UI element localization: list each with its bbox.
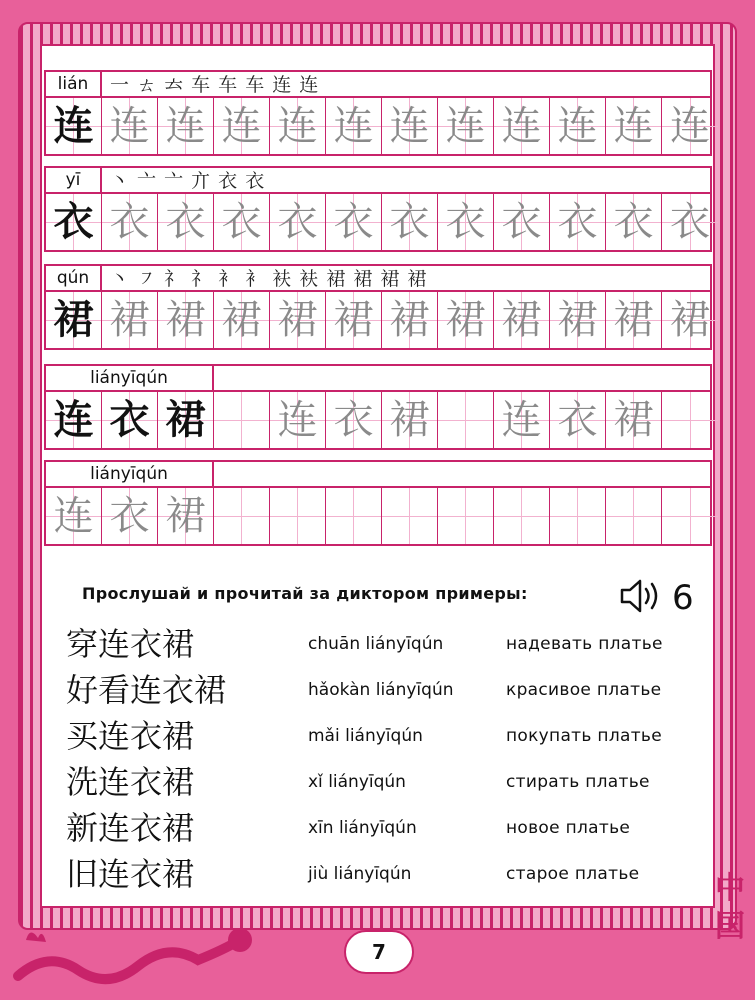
pinyin-row [44,460,712,488]
empty-cell[interactable] [550,488,606,544]
pinyin-row [44,364,712,392]
trace-character[interactable]: 衣 [326,194,382,250]
trace-character[interactable]: 连 [494,98,550,154]
empty-cell[interactable] [606,488,662,544]
dragon-illustration [8,920,258,996]
word-character[interactable]: 衣 [326,392,382,448]
trace-character[interactable]: 连 [326,98,382,154]
trace-character[interactable]: 裙 [326,292,382,348]
trace-character[interactable]: 裙 [158,292,214,348]
trace-character[interactable]: 连 [214,98,270,154]
example-pinyin: jiù liányīqún [308,864,412,884]
trace-character[interactable]: 连 [662,98,718,154]
empty-cell[interactable] [438,488,494,544]
trace-character[interactable]: 裙 [494,292,550,348]
example-translation: надевать платье [506,634,663,654]
example-hanzi: 新连衣裙 [66,809,195,847]
model-character: 连 [46,98,102,154]
model-character: 裙 [46,292,102,348]
example-translation: старое платье [506,864,640,884]
empty-cell[interactable] [438,392,494,448]
example-hanzi: 买连衣裙 [66,717,195,755]
trace-character[interactable]: 衣 [438,194,494,250]
trace-character[interactable]: 衣 [382,194,438,250]
trace-character[interactable]: 衣 [102,194,158,250]
word-writing-grid [44,392,712,450]
word-character[interactable]: 连 [494,392,550,448]
trace-character[interactable]: 裙 [438,292,494,348]
word-character[interactable]: 连 [46,392,102,448]
word-character[interactable]: 裙 [158,392,214,448]
empty-cell[interactable] [382,488,438,544]
writing-grid [44,194,712,252]
empty-cell[interactable] [662,392,718,448]
trace-character[interactable]: 裙 [382,292,438,348]
pinyin-label: qún [46,266,102,290]
china-seal-text: 中国 [715,871,745,944]
example-translation: покупать платье [506,726,662,746]
word-pinyin-label: liányīqún [46,462,214,486]
trace-character[interactable]: 衣 [550,194,606,250]
trace-character[interactable]: 衣 [158,194,214,250]
pinyin-row [44,70,712,98]
example-hanzi: 好看连衣裙 [66,671,227,709]
word-character[interactable]: 裙 [606,392,662,448]
trace-character[interactable]: 衣 [662,194,718,250]
word-character[interactable]: 裙 [158,488,214,544]
empty-cell[interactable] [662,488,718,544]
trace-character[interactable]: 连 [550,98,606,154]
example-pinyin: mǎi liányīqún [308,726,423,746]
pinyin-label: yī [46,168,102,192]
stroke-order: 丶 亠 亠 亣 衣 衣 [110,170,266,192]
pinyin-label: lián [46,72,102,96]
trace-character[interactable]: 连 [102,98,158,154]
example-hanzi: 旧连衣裙 [66,855,195,893]
trace-character[interactable]: 连 [606,98,662,154]
example-pinyin: xǐ liányīqún [308,772,406,792]
trace-character[interactable]: 衣 [606,194,662,250]
trace-character[interactable]: 裙 [102,292,158,348]
trace-character[interactable]: 衣 [270,194,326,250]
empty-cell[interactable] [270,488,326,544]
speaker-icon[interactable] [618,576,664,620]
trace-character[interactable]: 连 [270,98,326,154]
pinyin-row [44,264,712,292]
example-pinyin: hǎokàn liányīqún [308,680,454,700]
stroke-order: 一 ㄊ 𠫓 车 车 车 连 连 [110,74,320,96]
example-translation: красивое платье [506,680,662,700]
trace-character[interactable]: 衣 [494,194,550,250]
listen-instruction: Прослушай и прочитай за диктором примеры: [82,584,528,603]
empty-cell[interactable] [214,488,270,544]
empty-cell[interactable] [214,392,270,448]
page-number: 7 [344,930,414,974]
word-writing-grid [44,488,712,546]
word-character[interactable]: 衣 [102,488,158,544]
stroke-order: 丶 ㇇ 礻 礻 衤 衤 衭 衭 裙 裙 裙 裙 [110,268,428,290]
trace-character[interactable]: 裙 [662,292,718,348]
example-hanzi: 穿连衣裙 [66,625,195,663]
trace-character[interactable]: 裙 [606,292,662,348]
model-character: 衣 [46,194,102,250]
empty-cell[interactable] [326,488,382,544]
word-character[interactable]: 连 [270,392,326,448]
writing-grid [44,292,712,350]
audio-track-number: 6 [672,578,694,618]
example-translation: стирать платье [506,772,650,792]
example-pinyin: chuān liányīqún [308,634,444,654]
empty-cell[interactable] [494,488,550,544]
trace-character[interactable]: 衣 [214,194,270,250]
trace-character[interactable]: 连 [438,98,494,154]
example-pinyin: xīn liányīqún [308,818,417,838]
audio-track[interactable] [618,576,694,620]
word-character[interactable]: 裙 [382,392,438,448]
example-hanzi: 洗连衣裙 [66,763,195,801]
trace-character[interactable]: 裙 [550,292,606,348]
word-pinyin-label: liányīqún [46,366,214,390]
word-character[interactable]: 衣 [550,392,606,448]
pinyin-row [44,166,712,194]
trace-character[interactable]: 裙 [214,292,270,348]
trace-character[interactable]: 连 [382,98,438,154]
trace-character[interactable]: 裙 [270,292,326,348]
word-character[interactable]: 衣 [102,392,158,448]
writing-grid [44,98,712,156]
example-translation: новое платье [506,818,631,838]
trace-character[interactable]: 连 [158,98,214,154]
word-character[interactable]: 连 [46,488,102,544]
